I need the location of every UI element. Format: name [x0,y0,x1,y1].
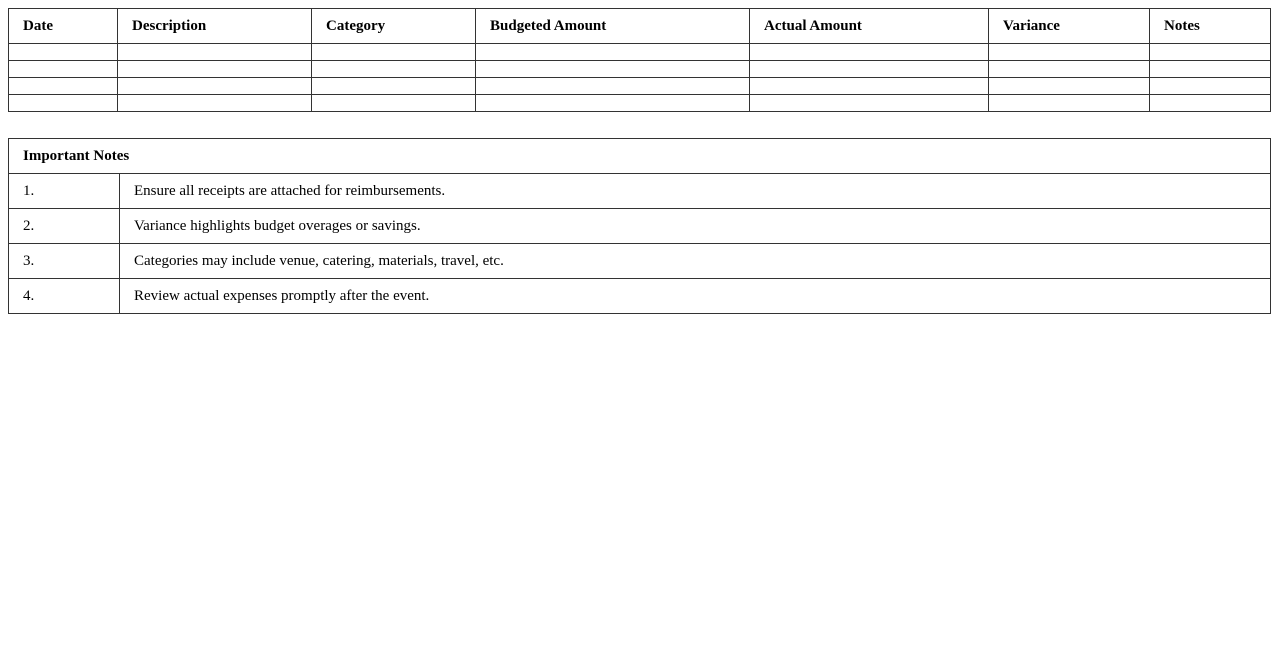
note-text: Review actual expenses promptly after the event. [120,279,1271,314]
table-cell[interactable] [118,44,312,61]
table-cell[interactable] [1150,95,1271,112]
notes-title-row [9,139,1271,174]
list-item [9,244,1271,279]
table-header-row [9,9,1271,44]
table-cell[interactable] [989,44,1150,61]
column-header-budgeted-amount: Budgeted Amount [476,9,750,44]
note-number: 3. [9,244,120,279]
table-cell[interactable] [989,95,1150,112]
table-cell[interactable] [1150,78,1271,95]
note-text: Categories may include venue, catering, materials, travel, etc. [120,244,1271,279]
table-cell[interactable] [1150,61,1271,78]
table-cell[interactable] [312,44,476,61]
table-cell[interactable] [1150,44,1271,61]
table-row [9,61,1271,78]
note-text: Ensure all receipts are attached for reimbursements. [120,174,1271,209]
list-item [9,279,1271,314]
table-cell[interactable] [312,78,476,95]
table-cell[interactable] [118,78,312,95]
column-header-category: Category [312,9,476,44]
important-notes-table [8,138,1271,314]
table-cell[interactable] [312,95,476,112]
table-cell[interactable] [118,95,312,112]
column-header-notes: Notes [1150,9,1271,44]
table-cell[interactable] [476,61,750,78]
table-cell[interactable] [9,61,118,78]
table-cell[interactable] [750,61,989,78]
table-cell[interactable] [750,44,989,61]
table-cell[interactable] [476,78,750,95]
table-cell[interactable] [750,78,989,95]
table-cell[interactable] [312,61,476,78]
table-cell[interactable] [476,95,750,112]
notes-title: Important Notes [9,139,1271,174]
list-item [9,174,1271,209]
table-row [9,95,1271,112]
table-cell[interactable] [750,95,989,112]
table-cell[interactable] [118,61,312,78]
column-header-description: Description [118,9,312,44]
budget-table [8,8,1271,112]
column-header-variance: Variance [989,9,1150,44]
document-page [0,0,1278,314]
table-cell[interactable] [9,44,118,61]
column-header-date: Date [9,9,118,44]
table-cell[interactable] [989,61,1150,78]
table-cell[interactable] [9,78,118,95]
table-cell[interactable] [989,78,1150,95]
note-number: 4. [9,279,120,314]
table-row [9,78,1271,95]
table-cell[interactable] [476,44,750,61]
table-row [9,44,1271,61]
note-number: 2. [9,209,120,244]
note-number: 1. [9,174,120,209]
list-item [9,209,1271,244]
note-text: Variance highlights budget overages or savings. [120,209,1271,244]
table-cell[interactable] [9,95,118,112]
column-header-actual-amount: Actual Amount [750,9,989,44]
